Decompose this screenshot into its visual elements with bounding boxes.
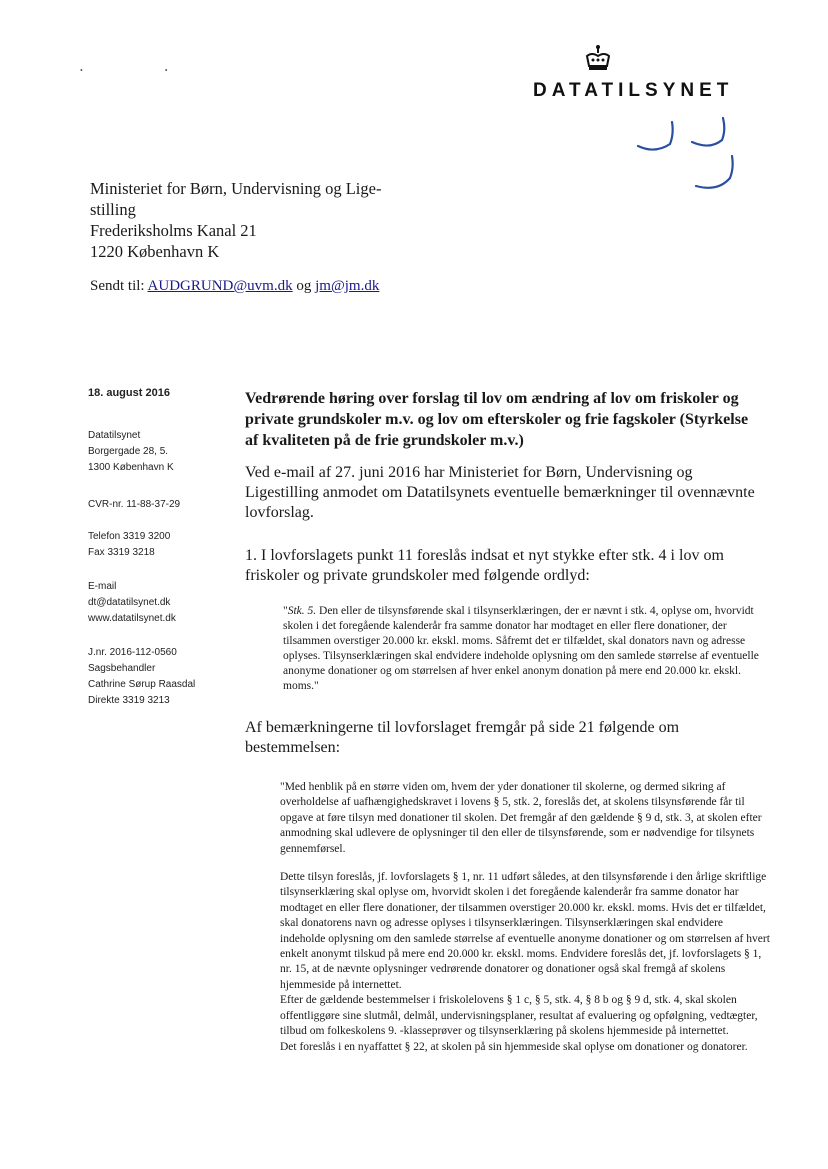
sent-to-line [90, 278, 379, 295]
quote-stk-label: Stk. 5. [287, 605, 317, 617]
fax: Fax 3319 3218 [88, 547, 155, 558]
quote-stk5: "Stk. 5. Den eller de tilsynsførende skal i tilsynserklæringen, der er nævnt i stk. 4, oplyse om, hvorvidt skolen i det foregående kalenderår fra samme donator har modtaget en eller flere donationer, der tilsammen overstiger 20.000 kr. ekskl. moms. Såfremt det er tilfældet, skal donators navn og adresse oplyses. Tilsynserklæringen skal endvidere indeholde oplysning om den samlede størrelse af eventuelle anonyme donationer og om størrelsen af hver enkel anonym donation på mere end 20.000 kr. ekskl. moms." [283, 605, 759, 692]
recipient-address [90, 178, 410, 262]
crown-icon [583, 44, 613, 74]
recipient-line: stilling [90, 200, 136, 219]
letter-title: Vedrørende høring over forslag til lov om ændring af lov om friskoler og private grundskoler m.v. og lov om efterskoler og frie fagskoler (Styrkelse af kvaliteten på de frie grundskoler m.v.) [245, 390, 749, 449]
recipient-line: Ministeriet for Børn, Undervisning og Lige- [90, 179, 382, 198]
quote-paragraph: "Med henblik på en større viden om, hvem der yder donationer til skolerne, og dermed sikring af overholdelse af uafhængighedskravet i lovens § 5, stk. 2, foreslås det, at skolens tilsynsførende får til opgave at føre tilsyn med donationer til skolen. Det fremgår af den gældende § 9 d, stk. 3, at skolen efter anmodning skal udlevere de oplysninger til den eller de tilsynsførende, som er nødvendige for tilsynets gennemførsel. [280, 781, 762, 855]
direct-phone: Direkte 3319 3213 [88, 695, 170, 706]
sender-city: 1300 København K [88, 462, 174, 473]
sender-address [88, 428, 174, 476]
logo-text: DATATILSYNET [533, 80, 734, 101]
phone: Telefon 3319 3200 [88, 531, 171, 542]
paragraph-1: Ved e-mail af 27. juni 2016 har Ministeriet for Børn, Undervisning og Ligestilling anmodet om Datatilsynets eventuelle bemærkninger til ovennævnte lovforslag. [245, 464, 755, 521]
recipient-line: Frederiksholms Kanal 21 [90, 221, 257, 240]
email-label: E-mail [88, 581, 117, 592]
sender-org: Datatilsynet [88, 430, 141, 441]
case-label: Sagsbehandler [88, 663, 156, 674]
sent-label: Sendt til: [90, 278, 145, 294]
paragraph-3: Af bemærkningerne til lovforslaget fremgår på side 21 følgende om bestemmelsen: [245, 719, 680, 756]
quote-remarks [280, 780, 770, 1055]
contact-online [88, 579, 176, 627]
journal-number: J.nr. 2016-112-0560 [88, 647, 177, 658]
quote-paragraph: Det foreslås i en nyaffattet § 22, at skolen på sin hjemmeside skal oplyse om donationer og donatorer. [280, 1040, 748, 1053]
sender-street: Borgergade 28, 5. [88, 446, 169, 457]
quote-paragraph: Dette tilsyn foreslås, jf. lovforslagets § 1, nr. 11 udført således, at den tilsynsførende i den årlige skriftlige tilsynserklæring skal oplyse om, hvorvidt skolen i det foregående kalenderår fra samme donator har modtaget en eller flere donationer, der tilsammen overstiger 20.000 kr. ekskl. moms. Hvis det er tilfældet, skal donatorens navn og adresse oplyses i tilsynserklæringen. Tilsynserklæringen skal endvidere indeholde oplysning om den samlede størrelse af eventuelle anonyme donationer og om størrelsen af hvert enkelt anonymt tilskud på mere end 20.000 kr. ekskl. moms. Endvidere foreslås det, jf. lovforslagets § 1, nr. 15, at de nævnte oplysninger vedrørende donatorer og donationer også skal fremgå af skolens hjemmeside på internettet. [280, 871, 770, 991]
email-link-audgrund[interactable]: AUDGRUND@uvm.dk [147, 278, 293, 294]
letter-date: 18. august 2016 [88, 387, 170, 399]
recipient-line: 1220 København K [90, 242, 220, 261]
website: www.datatilsynet.dk [88, 613, 176, 624]
quote-stk-text: Den eller de tilsynsførende skal i tilsynserklæringen, der er nævnt i stk. 4, oplyse om, hvorvidt skolen i det foregående kalenderår fra samme donator har modtaget en eller flere donationer, der tilsammen overstiger 20.000 kr. ekskl. moms. Såfremt det er tilfældet, skal donators navn og adresse oplyses. Tilsynserklæringen skal endvidere indeholde oplysning om den samlede størrelse af eventuelle anonyme donationer og om størrelsen af hver enkel anonym donation på mere end 20.000 kr. ekskl. moms." [283, 605, 759, 692]
cvr-number: CVR-nr. 11-88-37-29 [88, 499, 181, 510]
email-link-jm[interactable]: jm@jm.dk [315, 278, 380, 294]
sent-conj: og [296, 278, 312, 294]
handwritten-checkmarks [630, 112, 750, 192]
quote-paragraph: Efter de gældende bestemmelser i friskolelovens § 1 c, § 5, stk. 4, § 8 b og § 9 d, stk. 4, skal skolen offentliggøre sine slutmål, delmål, undervisningsplaner, resultat af evaluering og opfølgning, vedtægter, tilbud om folkeskolens 9. -klasseprøver og tilsynserklæring på skolens hjemmeside på internettet. [280, 994, 758, 1038]
case-name: Cathrine Sørup Raasdal [88, 679, 196, 690]
case-info [88, 645, 195, 709]
scan-dots: • • [80, 66, 208, 75]
contact-phone [88, 529, 170, 561]
paragraph-2: 1. I lovforslagets punkt 11 foreslås indsat et nyt stykke efter stk. 4 i lov om friskoler og private grundskoler med følgende ordlyd: [245, 547, 724, 584]
email: dt@datatilsynet.dk [88, 597, 171, 608]
